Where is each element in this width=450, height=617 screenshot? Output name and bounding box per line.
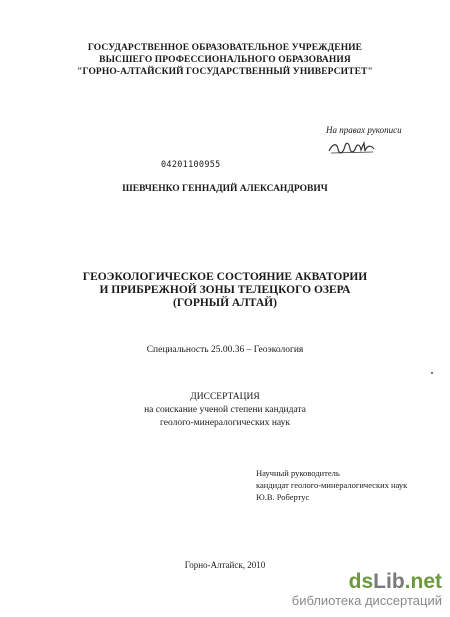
city-year: Горно-Алтайск, 2010 [184,560,266,570]
supervisor-degree: кандидат геолого-минералогических наук [256,480,408,490]
title-line-3: (ГОРНЫЙ АЛТАЙ) [173,297,277,309]
watermark-subtitle: библиотека диссертаций [291,593,442,608]
institution-line-2: ВЫСШЕГО ПРОФЕССИОНАЛЬНОГО ОБРАЗОВАНИЯ [99,55,351,65]
title-line-2: И ПРИБРЕЖНОЙ ЗОНЫ ТЕЛЕЦКОГО ОЗЕРА [99,284,351,296]
author-name: ШЕВЧЕНКО ГЕННАДИЙ АЛЕКСАНДРОВИЧ [122,184,328,194]
handwritten-signature [327,139,377,157]
institution-line-1: ГОСУДАРСТВЕННОЕ ОБРАЗОВАТЕЛЬНОЕ УЧРЕЖДЕНИЕ [87,43,363,53]
scan-speck [431,372,433,374]
dissertation-heading: ДИССЕРТАЦИЯ [190,392,260,402]
watermark [292,571,442,609]
watermark-lib: Lib [373,570,405,593]
watermark-ds: ds [348,570,374,593]
watermark-net: .net [404,570,442,593]
degree-line-1: на соискание ученой степени кандидата [144,405,306,415]
rights-note: На правах рукописи [326,125,402,135]
title-line-1: ГЕОЭКОЛОГИЧЕСКОЕ СОСТОЯНИЕ АКВАТОРИИ [82,271,368,283]
watermark-logo [292,571,442,593]
institution-line-3: "ГОРНО-АЛТАЙСКИЙ ГОСУДАРСТВЕННЫЙ УНИВЕРСИТЕТ" [77,67,373,77]
degree-line-2: геолого-минералогических наук [159,418,291,428]
inventory-number: 04201100955 [161,160,221,170]
specialty: Специальность 25.00.36 – Геоэкология [146,345,304,355]
supervisor-label: Научный руководитель [256,468,340,478]
supervisor-name: Ю.В. Робертус [256,492,310,502]
